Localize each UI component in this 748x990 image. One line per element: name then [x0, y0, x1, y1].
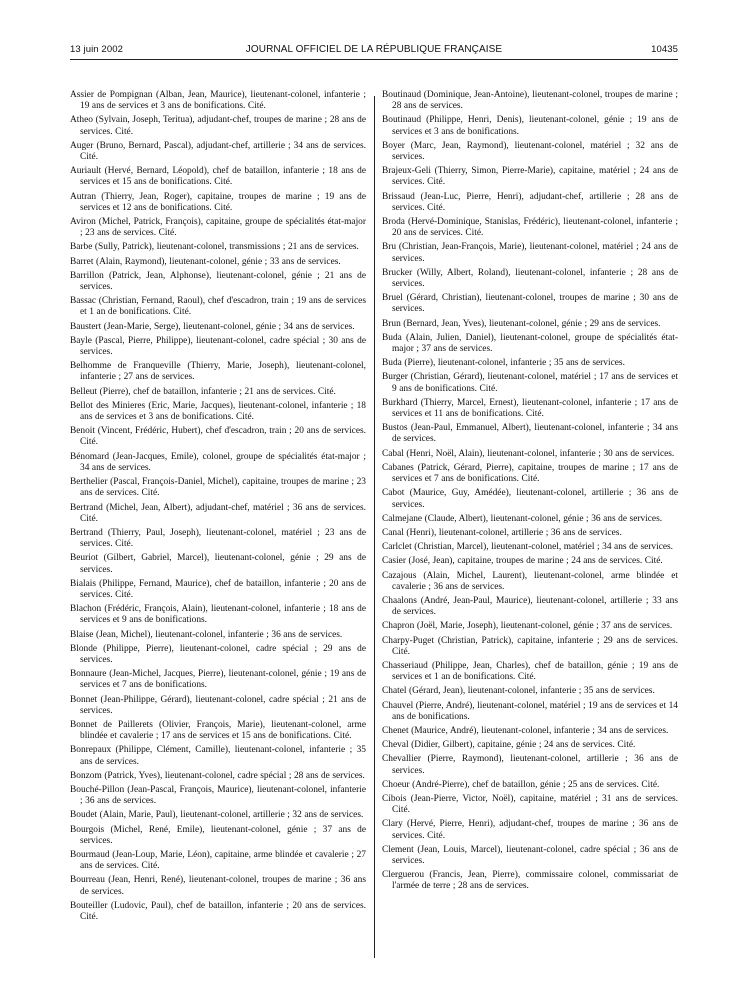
list-item: Bustos (Jean-Paul, Emmanuel, Albert), lieutenant-colonel, infanterie ; 34 ans de services. [382, 423, 678, 445]
list-item: Bonrepaux (Philippe, Clément, Camille), lieutenant-colonel, infanterie ; 35 ans de services. [70, 745, 366, 767]
list-item: Chauvel (Pierre, André), lieutenant-colonel, matériel ; 19 ans de services et 14 ans de bonifications. [382, 700, 678, 722]
list-item: Clary (Hervé, Pierre, Henri), adjudant-chef, troupes de marine ; 36 ans de services. Cité. [382, 819, 678, 841]
list-item: Buda (Pierre), lieutenant-colonel, infanterie ; 35 ans de services. [382, 358, 625, 369]
list-item: Blaise (Jean, Michel), lieutenant-colonel, infanterie ; 36 ans de services. [70, 629, 343, 640]
list-item: Bonnaure (Jean-Michel, Jacques, Pierre), lieutenant-colonel, génie ; 19 ans de services et 7 ans de bonifications. [70, 669, 366, 691]
list-item: Burkhard (Thierry, Marcel, Ernest), lieutenant-colonel, infanterie ; 17 ans de services et 11 ans de bonifications. Cité. [382, 397, 678, 420]
left-column [70, 90, 366, 926]
list-item: Brun (Bernard, Jean, Yves), lieutenant-colonel, génie ; 29 ans de services. [382, 318, 661, 329]
list-item: Brajeux-Geli (Thierry, Simon, Pierre-Marie), capitaine, matériel ; 24 ans de services. Cité. [382, 166, 678, 188]
list-item: Buda (Alain, Julien, Daniel), lieutenant-colonel, groupe de spécialités état-major ; 37 ans de services. [382, 332, 678, 355]
header-rule [70, 59, 678, 60]
list-item: Bassac (Christian, Fernand, Raoul), chef d'escadron, train ; 19 ans de services et 1 an de bonifications. Cité. [70, 296, 366, 318]
list-item: Chevallier (Pierre, Raymond), lieutenant-colonel, artillerie ; 36 ans de services. [382, 754, 678, 776]
list-item: Boutinaud (Dominique, Jean-Antoine), lieutenant-colonel, troupes de marine ; 28 ans de services. [382, 90, 678, 112]
list-item: Berthelier (Pascal, François-Daniel, Michel), capitaine, troupes de marine ; 23 ans de services. Cité. [70, 477, 366, 499]
list-item: Cheval (Didier, Gilbert), capitaine, génie ; 24 ans de services. Cité. [382, 740, 636, 751]
list-item: Charpy-Puget (Christian, Patrick), capitaine, infanterie ; 29 ans de services. Cité. [382, 635, 678, 657]
list-item: Bialais (Philippe, Fernand, Maurice), chef de bataillon, infanterie ; 20 ans de services. Cité. [70, 578, 366, 600]
list-item: Bertrand (Michel, Jean, Albert), adjudant-chef, matériel ; 36 ans de services. Cité. [70, 502, 366, 524]
list-item: Bertrand (Thierry, Paul, Joseph), lieutenant-colonel, matériel ; 23 ans de services. Cité. [70, 527, 366, 550]
list-item: Barret (Alain, Raymond), lieutenant-colonel, génie ; 33 ans de services. [70, 256, 341, 267]
list-item: Auger (Bruno, Bernard, Pascal), adjudant-chef, artillerie ; 34 ans de services. Cité. [70, 140, 366, 163]
list-item: Bellot des Minieres (Eric, Marie, Jacques), lieutenant-colonel, infanterie ; 18 ans de services et 3 ans de bonifications. Cité. [70, 400, 366, 423]
list-item: Cabot (Maurice, Guy, Amédée), lieutenant-colonel, artillerie ; 36 ans de services. [382, 488, 678, 510]
list-item: Cazajous (Alain, Michel, Laurent), lieutenant-colonel, arme blindée et cavalerie ; 36 ans de services. [382, 570, 678, 592]
column-divider [374, 96, 375, 958]
list-item: Bourreau (Jean, Henri, René), lieutenant-colonel, troupes de marine ; 36 ans de services. [70, 875, 366, 897]
list-item: Cabanes (Patrick, Gérard, Pierre), capitaine, troupes de marine ; 17 ans de services et 7 ans de bonifications. Cité. [382, 462, 678, 485]
list-item: Chasseriaud (Philippe, Jean, Charles), chef de bataillon, génie ; 19 ans de services et 1 an de bonifications. Cité. [382, 660, 678, 683]
list-item: Blonde (Philippe, Pierre), lieutenant-colonel, cadre spécial ; 29 ans de services. [70, 643, 366, 665]
list-item: Boutinaud (Philippe, Henri, Denis), lieutenant-colonel, génie ; 19 ans de services et 3 ans de bonifications. [382, 115, 678, 137]
list-item: Carlclet (Christian, Marcel), lieutenant-colonel, matériel ; 34 ans de services. [382, 542, 674, 553]
list-item: Aviron (Michel, Patrick, François), capitaine, groupe de spécialités état-major ; 23 ans de services. Cité. [70, 217, 366, 239]
list-item: Belleut (Pierre), chef de bataillon, infanterie ; 21 ans de services. Cité. [70, 386, 336, 397]
list-item: Belhomme de Franqueville (Thierry, Marie, Joseph), lieutenant-colonel, infanterie ; 27 ans de services. [70, 361, 366, 383]
list-item: Brissaud (Jean-Luc, Pierre, Henri), adjudant-chef, artillerie ; 28 ans de services. Cité. [382, 191, 678, 213]
list-item: Baustert (Jean-Marie, Serge), lieutenant-colonel, génie ; 34 ans de services. [70, 321, 355, 332]
list-item: Barbe (Sully, Patrick), lieutenant-colonel, transmissions ; 21 ans de services. [70, 242, 359, 253]
list-item: Casier (José, Jean), capitaine, troupes de marine ; 24 ans de services. Cité. [382, 556, 663, 567]
list-item: Cibois (Jean-Pierre, Victor, Noël), capitaine, matériel ; 31 ans de services. Cité. [382, 793, 678, 816]
right-column [382, 90, 678, 896]
list-item: Chenet (Maurice, André), lieutenant-colonel, infanterie ; 34 ans de services. [382, 725, 669, 736]
list-item: Bonnet de Paillerets (Olivier, François, Marie), lieutenant-colonel, arme blindée et cavalerie ; 17 ans de services et 15 ans de bonifications. Cité. [70, 719, 366, 742]
list-item: Choeur (André-Pierre), chef de bataillon, génie ; 25 ans de services. Cité. [382, 779, 660, 790]
list-item: Bourgois (Michel, René, Emile), lieutenant-colonel, génie ; 37 ans de services. [70, 824, 366, 846]
list-item: Benoit (Vincent, Frédéric, Hubert), chef d'escadron, train ; 20 ans de services. Cité. [70, 426, 366, 448]
list-item: Burger (Christian, Gérard), lieutenant-colonel, matériel ; 17 ans de services et 9 ans de bonifications. Cité. [382, 372, 678, 394]
list-item: Boyer (Marc, Jean, Raymond), lieutenant-colonel, matériel ; 32 ans de services. [382, 140, 678, 163]
list-item: Blachon (Frédéric, François, Alain), lieutenant-colonel, infanterie ; 18 ans de services et 9 ans de bonifications. [70, 604, 366, 626]
page-header [70, 44, 678, 60]
journal-title: JOURNAL OFFICIEL DE LA RÉPUBLIQUE FRANÇAISE [245, 44, 503, 55]
list-item: Atheo (Sylvain, Joseph, Teritua), adjudant-chef, troupes de marine ; 28 ans de services. Cité. [70, 115, 366, 137]
list-item: Bénomard (Jean-Jacques, Emile), colonel, groupe de spécialités état-major ; 34 ans de services. [70, 451, 366, 473]
list-item: Bourmaud (Jean-Loup, Marie, Léon), capitaine, arme blindée et cavalerie ; 27 ans de services. Cité. [70, 849, 366, 872]
list-item: Clement (Jean, Louis, Marcel), lieutenant-colonel, cadre spécial ; 36 ans de services. [382, 844, 678, 866]
list-item: Cabal (Henri, Noël, Alain), lieutenant-colonel, infanterie ; 30 ans de services. [382, 448, 675, 459]
list-item: Calmejane (Claude, Albert), lieutenant-colonel, génie ; 36 ans de services. [382, 513, 663, 524]
list-item: Bayle (Pascal, Pierre, Philippe), lieutenant-colonel, cadre spécial ; 30 ans de services. [70, 335, 366, 358]
list-item: Beuriot (Gilbert, Gabriel, Marcel), lieutenant-colonel, génie ; 29 ans de services. [70, 553, 366, 575]
list-item: Broda (Hervé-Dominique, Stanislas, Frédéric), lieutenant-colonel, infanterie ; 20 ans de services. Cité. [382, 217, 678, 239]
list-item: Assier de Pompignan (Alban, Jean, Maurice), lieutenant-colonel, infanterie ; 19 ans de services et 3 ans de bonifications. Cité. [70, 90, 366, 112]
list-item: Boudet (Alain, Marie, Paul), lieutenant-colonel, artillerie ; 32 ans de services. [70, 810, 364, 821]
list-item: Bruel (Gérard, Christian), lieutenant-colonel, troupes de marine ; 30 ans de services. [382, 293, 678, 315]
list-item: Autran (Thierry, Jean, Roger), capitaine, troupes de marine ; 19 ans de services et 12 ans de bonifications. Cité. [70, 191, 366, 213]
list-item: Brucker (Willy, Albert, Roland), lieutenant-colonel, infanterie ; 28 ans de services. [382, 267, 678, 290]
list-item: Chaalons (André, Jean-Paul, Maurice), lieutenant-colonel, artillerie ; 33 ans de services. [382, 595, 678, 618]
issue-date: 13 juin 2002 [70, 44, 123, 55]
list-item: Bonzom (Patrick, Yves), lieutenant-colonel, cadre spécial ; 28 ans de services. [70, 770, 365, 781]
list-item: Auriault (Hervé, Bernard, Léopold), chef de bataillon, infanterie ; 18 ans de services et 15 ans de bonifications. Cité. [70, 166, 366, 188]
list-item: Canal (Henri), lieutenant-colonel, artillerie ; 36 ans de services. [382, 527, 622, 538]
list-item: Bouché-Pillon (Jean-Pascal, François, Maurice), lieutenant-colonel, infanterie ; 36 ans de services. [70, 784, 366, 807]
list-item: Chapron (Joël, Marie, Joseph), lieutenant-colonel, génie ; 37 ans de services. [382, 621, 673, 632]
list-item: Barrillon (Patrick, Jean, Alphonse), lieutenant-colonel, génie ; 21 ans de services. [70, 270, 366, 293]
list-item: Clerguerou (Francis, Jean, Pierre), commissaire colonel, commissariat de l'armée de terre ; 28 ans de services. [382, 870, 678, 892]
list-item: Chatel (Gérard, Jean), lieutenant-colonel, infanterie ; 35 ans de services. [382, 686, 655, 697]
list-item: Bru (Christian, Jean-François, Marie), lieutenant-colonel, matériel ; 24 ans de services. [382, 242, 678, 264]
list-item: Bonnet (Jean-Philippe, Gérard), lieutenant-colonel, cadre spécial ; 21 ans de services. [70, 694, 366, 716]
page-number: 10435 [651, 44, 678, 55]
list-item: Bouteiller (Ludovic, Paul), chef de bataillon, infanterie ; 20 ans de services. Cité. [70, 900, 366, 922]
